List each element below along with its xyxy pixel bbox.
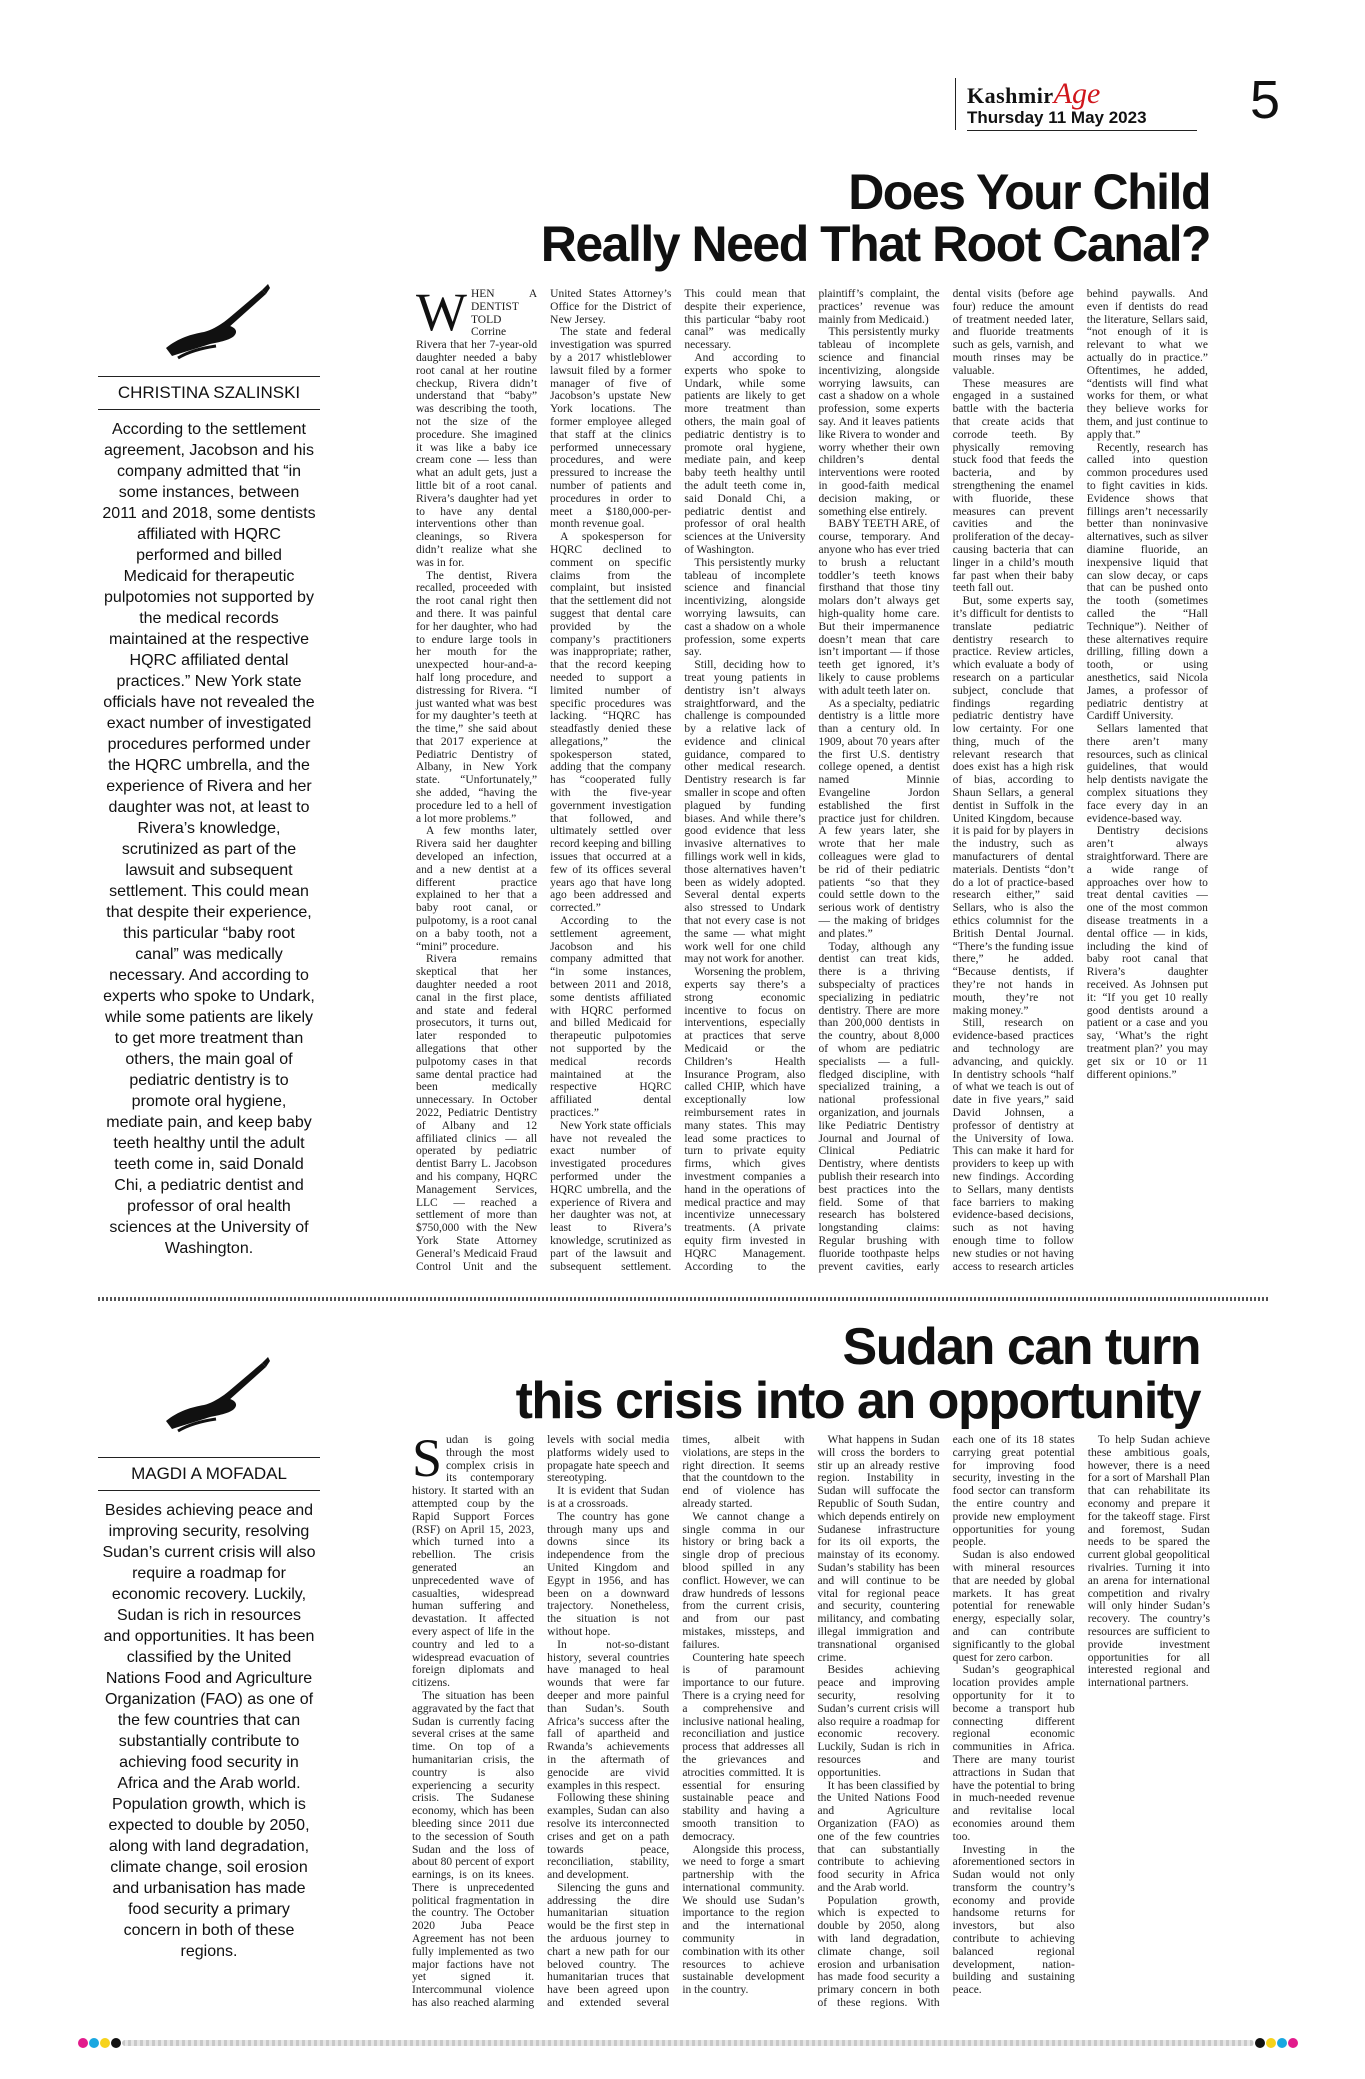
article-paragraph: Silencing the guns and addressing the dire humanitarian situation would be the first step in the arduous journey to chart a new path for our beloved country. The humanitarian truces that have been agreed upon and extended several times, albeit with violations, are steps in the right direction. It seems that the countdown to the end of violence has already started. xyxy=(547,1434,805,2010)
headline-line-1: Sudan can turn xyxy=(842,1318,1200,1376)
article-paragraph: In not-so-distant history, several countries have managed to heal wounds that were far deeper and more painful than Sudan’s. South Africa’s success after the fall of apartheid and Rwanda’s achievements in the aftermath of genocide are vivid examples in this respect. xyxy=(547,1638,670,1792)
article-paragraph: But, some experts say, it’s difficult for dentists to translate pediatric dentistry research to practice. Review articles, which evaluate a body of research on a particular subject, conclude that findings regarding pediatric dentistry have low certainty. For one thing, much of the relevant research that does exist has a high risk of bias, according to Shaun Sellars, a general dentist in Suffolk in the United Kingdom, because it is paid for by players in the industry, such as manufacturers of dental materials. Dentists “don’t do a lot of practice-based research either,” said Sellars, who is also the ethics columnist for the British Dental Journal. “There’s the funding issue there,” he added. “Because dentists, if they’re not hands in mouth, they’re not making money.” xyxy=(952,595,1074,1017)
article-paragraph: According to the settlement agreement, Jacobson and his company admitted that “in some instances, between 2011 and 2018, some dentists affiliated with HQRC performed and billed Medicaid for therapeutic pulpotomies not supported by the medical records maintained at the respective HQRC affiliated dental practices.” xyxy=(550,915,672,1119)
registration-dot xyxy=(1288,2038,1298,2048)
masthead-underline xyxy=(967,130,1197,131)
article-paragraph: BABY TEETH ARE, of course, temporary. And anyone who has ever tried to brush a reluctant toddler’s teeth knows firsthand that those tiny molars don’t always get high-quality home care. But their impermanence doesn’t mean that care isn’t important — if those teeth get ignored, it’s likely to cause problems with adult teeth later on. xyxy=(818,518,940,697)
lead-text: HEN A DENTIST TOLD Corrine Rivera that her 7-year-old daughter needed a baby root canal at her routine checkup, Rivera didn’t understand that “baby” was describing the tooth, not the size of the procedure. She imagined it was like a baby ice cream cone — less than what an adult gets, just a little bit of a root canal. Rivera’s daughter had yet to have any dental interventions other than cleanings, so Rivera didn’t realize what she was in for. xyxy=(416,288,538,569)
pen-hand-icon xyxy=(158,1355,270,1435)
article-paragraph: Still, research on evidence-based practices and technology are advancing, and quickly. In dentistry schools “half of what we teach is out of date in five years,” said David Johnsen, a professor of dentistry at the University of Iowa. This can make it hard for providers to keep up with new findings. According to Sellars, many dentists face barriers to making evidence-based decisions, such as not having enough time to follow new studies or not having access to research articles behind paywalls. And even if dentists do read the literature, Sellars said, “not enough of it is relevant to what we actually do in practice.” Oftentimes, he added, “dentists will find what works for them, or what they believe works for them, and just continue to apply that.” xyxy=(952,288,1208,1273)
article-paragraph: Sellars lamented that there aren’t many resources, such as clinical guidelines, that would help dentists navigate the complex situations they face every day in an evidence-based way. xyxy=(1086,723,1208,825)
article-paragraph: Population growth, which is expected to double by 2050, along with land degradation, climate change, soil erosion and urbanisation has made food security a primary concern in both of these regions. With each one of its 18 states carrying great potential for improving food security, investing in the food sector can transform the entire country and provide new employment opportunities for young people. xyxy=(817,1434,1075,2010)
author-name: CHRISTINA SZALINSKI xyxy=(98,376,320,410)
registration-dot xyxy=(78,2038,88,2048)
newspaper-logo xyxy=(967,77,1101,110)
registration-dot xyxy=(1277,2038,1287,2048)
article-paragraph: What happens in Sudan will cross the borders to stir up an already restive region. Instability in Sudan will suffocate the Republic of South Sudan, which depends entirely on Sudanese infrastructure for its oil exports, the mainstay of its economy. Sudan’s stability has been and will continue to be vital for regional peace and security, countering militancy, and combating illegal immigration and transnational organised crime. xyxy=(817,1434,940,1664)
article-paragraph: New York state officials have not revealed the exact number of investigated procedures performed under the HQRC umbrella, and the experience of Rivera and her daughter was not, at least to Rivera’s knowledge, scrutinized as part of the lawsuit and subsequent settlement. This could mean that despite their experience, this particular “baby root canal” was medically necessary. xyxy=(550,288,806,1273)
article-paragraph: These measures are engaged in a sustained battle with the bacteria that create acids that corrode teeth. By physically removing stuck food that feeds the bacteria, and by strengthening the enamel with fluoride, these measures can prevent cavities and the proliferation of the decay-causing bacteria that can linger in a child’s mouth far past when their baby teeth fall out. xyxy=(952,377,1074,595)
article-paragraph: The situation has been aggravated by the fact that Sudan is currently facing several crises at the same time. On top of a humanitarian crisis, the country is also experiencing a security crisis. The Sudanese economy, which has been bleeding since 2011 due to the secession of South Sudan and the loss of about 80 percent of export earnings, is on its knees. There is unprecedented political fragmentation in the country. The October 2020 Juba Peace Agreement has not been fully implemented as two major factions have not yet signed it. Intercommunal violence has also reached alarming levels with social media platforms widely used to propagate hate speech and stereotyping. xyxy=(412,1434,670,2010)
page-number: 5 xyxy=(1250,70,1281,130)
article-paragraph: This persistently murky tableau of incomplete science and financial incentivizing, alongside worrying lawsuits, can cast a shadow on a whole profession, some experts say. And it leaves patients like Rivera to wonder and worry whether their own children’s dental interventions were rooted in good-faith medical decision making, or something else entirely. xyxy=(818,326,940,518)
registration-dot xyxy=(89,2038,99,2048)
article-paragraph: Still, deciding how to treat young patients in dentistry isn’t always straightforward, and the challenge is compounded by a relative lack of evidence and clinical guidance, compared to other medical research. Dentistry research is far smaller in scope and often plagued by funding biases. And while there’s good evidence that less invasive alternatives to fillings work well in kids, those alternatives haven’t been as widely adopted. Several dental experts also stressed to Undark that not every case is not the same — what might work well for one child may not work for another. xyxy=(684,659,806,966)
article-paragraph: Investing in the aforementioned sectors in Sudan would not only transform the country’s economy and provide handsome returns for investors, but also contribute to achieving balanced regional development, nation-building and sustaining peace. xyxy=(952,1843,1075,1997)
article-body xyxy=(412,1428,1210,2010)
article-paragraph: Dentistry decisions aren’t always straightforward. There are a wide range of approaches over how to treat dental cavities — one of the most common disease treatments in a dental office — in kids, including the kind of baby root canal that Rivera’s daughter received. As Johnsen put it: “If you get 10 really good dentists around a patient or a case and you say, ‘What’s the right treatment plan?’ you may get six or 10 or 11 different opinions.” xyxy=(1086,825,1208,1081)
print-registration-bar xyxy=(78,2036,1298,2050)
lead-text: udan is going through the most complex crisis in its contemporary history. It started with an attempted coup by the Rapid Support Forces (RSF) on April 15, 2023, which turned into a rebellion. The crisis generated an unprecedented wave of casualties, widespread human suffering and devastation. It affected every aspect of life in the country and led to a widespread evacuation of foreign diplomats and citizens. xyxy=(412,1434,535,1690)
masthead xyxy=(955,78,1295,134)
registration-dot xyxy=(111,2038,121,2048)
article-paragraph: A few months later, Rivera said her daughter developed an infection, and a new dentist at a different practice explained to her that a baby root canal, or pulpotomy, is a root canal on a baby tooth, not a “mini” procedure. xyxy=(416,825,538,953)
author-name: MAGDI A MOFADAL xyxy=(98,1457,320,1491)
article-paragraph: Besides achieving peace and improving security, resolving Sudan’s current crisis will also require a roadmap for economic recovery. Luckily, Sudan is rich in resources and opportunities. xyxy=(817,1664,940,1779)
article-lead-paragraph xyxy=(412,1428,535,1690)
registration-dot xyxy=(100,2038,110,2048)
pen-hand-icon xyxy=(158,282,270,362)
logo-prefix: Kashmir xyxy=(967,83,1054,108)
section-divider xyxy=(98,1297,1270,1301)
pull-quote: According to the settlement agreement, Jacobson and his company admitted that “in some instances, between 2011 and 2018, some dentists affiliated with HQRC performed and billed Medicaid for therapeutic pulpotomies not supported by the medical records maintained at the respective HQRC affiliated dental practices.” New York state officials have not revealed the exact number of investigated procedures performed under the HQRC umbrella, and the experience of Rivera and her daughter was not, at least to Rivera’s knowledge, scrutinized as part of the lawsuit and subsequent settlement. This could mean that despite their experience, this particular “baby root canal” was medically necessary. And according to experts who spoke to Undark, while some patients are likely to get more treatment than others, the main goal of pediatric dentistry is to promote oral hygiene, mediate pain, and keep baby teeth healthy until the adult teeth come in, said Donald Chi, a pediatric dentist and professor of oral health sciences at the University of Washington. xyxy=(102,421,316,1257)
article-paragraph: Today, although any dentist can treat kids, there is a thriving subspecialty of practices specializing in pediatric dentistry. There are more than 200,000 dentists in the country, about 8,000 of whom are pediatric specialists — a full-fledged discipline, with specialized training, a national professional organization, and journals like Pediatric Dentistry Journal and Journal of Clinical Pediatric Dentistry, where dentists publish their research into best practices into the field. Some of that research has bolstered longstanding claims: Regular brushing with fluoride toothpaste helps prevent cavities, early dental visits (before age four) reduce the amount of treatment needed later, and fluoride treatments such as gels, varnish, and mouth rinses may be valuable. xyxy=(818,288,1074,1273)
article-paragraph: Sudan is also endowed with mineral resources that are needed by global markets. It has great potential for renewable energy, especially solar, and can contribute significantly to the global quest for zero carbon. xyxy=(952,1549,1075,1664)
article-paragraph: This persistently murky tableau of incomplete science and financial incentivizing, alongside worrying lawsuits, can cast a shadow on a whole profession, some experts say. xyxy=(684,556,806,659)
article-paragraph: It is evident that Sudan is at a crossroads. xyxy=(547,1485,670,1510)
article-paragraph: Countering hate speech is of paramount importance to our future. There is a crying need for a comprehensive and inclusive national healing, reconciliation and justice process that addresses all the grievances and atrocities committed. It is essential for ensuring sustainable peace and stability and having a smooth transition to democracy. xyxy=(682,1651,805,1843)
masthead-rule xyxy=(955,78,956,130)
article-paragraph: Sudan’s geographical location provides ample opportunity for it to become a transport hub connecting different regional economic communities in Africa. There are many tourist attractions in Sudan that have the potential to bring in much-needed revenue and revitalise local economies around them too. xyxy=(952,1664,1075,1843)
headline-line-2: Really Need That Root Canal? xyxy=(540,216,1210,272)
registration-strip xyxy=(122,2040,1254,2046)
article-paragraph: We cannot change a single comma in our history or bring back a single drop of precious blood spilled in any conflict. However, we can draw hundreds of lessons from the current crisis, and from our past mistakes, missteps, and failures. xyxy=(682,1510,805,1651)
registration-dot xyxy=(1266,2038,1276,2048)
article-paragraph: Alongside this process, we need to forge a smart partnership with the international community. We should use Sudan’s importance to the region and the international community in combination with its other resources to achieve sustainable development in the country. xyxy=(682,1843,805,1997)
article-paragraph: Following these shining examples, Sudan can also resolve its interconnected crises and get on a path towards peace, reconciliation, stability, and development. xyxy=(547,1792,670,1882)
issue-date: Thursday 11 May 2023 xyxy=(967,108,1147,127)
article-paragraph: And according to experts who spoke to Undark, while some patients are likely to get more treatment than others, the main goal of pediatric dentistry is to promote oral hygiene, mediate pain, and keep baby teeth healthy until the adult teeth come in, said Donald Chi, a pediatric dentist and professor of oral health sciences at the University of Washington. xyxy=(684,351,806,556)
headline-line-2: this crisis into an opportunity xyxy=(515,1372,1200,1430)
article-paragraph: Rivera remains skeptical that her daughter needed a root canal in the first place, and state and federal prosecutors, it turns out, later responded to allegations that other pulpotomy cases in that same dental practice had been medically unnecessary. In October 2022, Pediatric Dentistry of Albany and 12 affiliated clinics — all operated by pediatric dentist Barry L. Jacobson and his company, HQRC Management Services, LLC — reached a settlement of more than $750,000 with the New York State Attorney General’s Medicaid Fraud Control Unit and the United States Attorney’s Office for the District of New Jersey. xyxy=(416,288,672,1273)
article-paragraph: To help Sudan achieve these ambitious goals, however, there is a need for a sort of Marshall Plan that can rehabilitate its economy and prepare it for the takeoff stage. First and foremost, Sudan needs to be spared the current global geopolitical rivalries. Turning it into an arena for international competition and rivalry will only hinder Sudan’s recovery. The country’s resources are sufficient to provide investment opportunities for all interested regional and international partners. xyxy=(1087,1434,1210,1690)
article-paragraph: Worsening the problem, experts say there’s a strong economic incentive to focus on interventions, especially at practices that serve Medicaid or the Children’s Health Insurance Program, also called CHIP, which have exceptionally low reimbursement rates in many states. This may lead some practices to turn to private equity firms, which gives investment companies a hand in the operations of medical practice and may incentivize unnecessary treatments. (A private equity firm invested in HQRC Management. According to the plaintiff’s complaint, the practices’ revenue was mainly from Medicaid.) xyxy=(684,288,940,1273)
pull-quote: Besides achieving peace and improving security, resolving Sudan’s current crisis will also require a roadmap for economic recovery. Luckily, Sudan is rich in resources and opportunities. It has been classified by the United Nations Food and Agriculture Organization (FAO) as one of the few countries that can substantially contribute to achieving food security in Africa and the Arab world. Population growth, which is expected to double by 2050, along with land degradation, climate change, soil erosion and urbanisation has made food security a primary concern in both of these regions. xyxy=(102,1502,316,1960)
registration-dot xyxy=(1255,2038,1265,2048)
article-body xyxy=(416,282,1208,1280)
article-headline xyxy=(320,166,1210,270)
drop-cap: W xyxy=(416,282,467,342)
article-headline xyxy=(300,1320,1200,1428)
article-paragraph: The state and federal investigation was spurred by a 2017 whistleblower lawsuit filed by a former manager of five of Jacobson’s upstate New York locations. The former employee alleged that staff at the clinics performed unnecessary procedures, and were pressured to increase the number of patients and procedures in order to meet a $180,000-per-month revenue goal. xyxy=(550,326,672,531)
article-paragraph: Recently, research has called into question common procedures used to fight cavities in kids. Evidence shows that fillings aren’t necessarily better than noninvasive alternatives, such as silver diamine fluoride, an inexpensive liquid that can slow decay, or caps that can be pushed onto the tooth (sometimes called the “Hall Technique”). Neither of these alternatives require drilling, filling down a tooth, or using anesthetics, said Nicola James, a professor of pediatric dentistry at Cardiff University. xyxy=(1086,441,1208,723)
article-paragraph: As a specialty, pediatric dentistry is a little more than a century old. In 1909, about 70 years after the first U.S. dentistry college opened, a dentist named Minnie Evangeline Jordon established the first practice just for children. A few years later, she wrote that her male colleagues were glad to be rid of their pediatric patients “so that they could settle down to the serious work of dentistry — the making of bridges and plates.” xyxy=(818,697,940,940)
drop-cap: S xyxy=(412,1428,443,1488)
article-paragraph: The country has gone through many ups and downs since its independence from the United Kingdom and Egypt in 1956, and has been on a downward trajectory. Nonetheless, the situation is not without hope. xyxy=(547,1510,670,1638)
article-paragraph: A spokesperson for HQRC declined to comment on specific claims from the complaint, but insisted that the settlement did not suggest that dental care provided by the company’s practitioners was inappropriate; rather, that the record keeping needed to support a limited number of specific procedures was lacking. “HQRC has steadfastly denied these allegations,” the spokesperson stated, adding that the company has “cooperated fully with the five-year government investigation that followed, and ultimately settled over record keeping and billing issues that occurred at a few of its offices several years ago that have long ago been addressed and corrected.” xyxy=(550,531,672,915)
logo-suffix: Age xyxy=(1053,77,1101,110)
article-paragraph: It has been classified by the United Nations Food and Agriculture Organization (FAO) as one of the few countries that can substantially contribute to achieving food security in Africa and the Arab world. xyxy=(817,1779,940,1894)
article-paragraph: The dentist, Rivera recalled, proceeded with the root canal right then and there. It was painful for her daughter, who had to endure large tools in her mouth for the unexpected hour-and-a-half long procedure, and distressing for Rivera. “I just wanted what was best for my daughter’s teeth at the time,” she said about that 2017 experience at Pediatric Dentistry of Albany, in New York state. “Unfortunately,” she added, “having the procedure led to a hell of a lot more problems.” xyxy=(416,569,538,825)
article-lead-paragraph xyxy=(416,282,538,570)
headline-line-1: Does Your Child xyxy=(848,164,1210,220)
